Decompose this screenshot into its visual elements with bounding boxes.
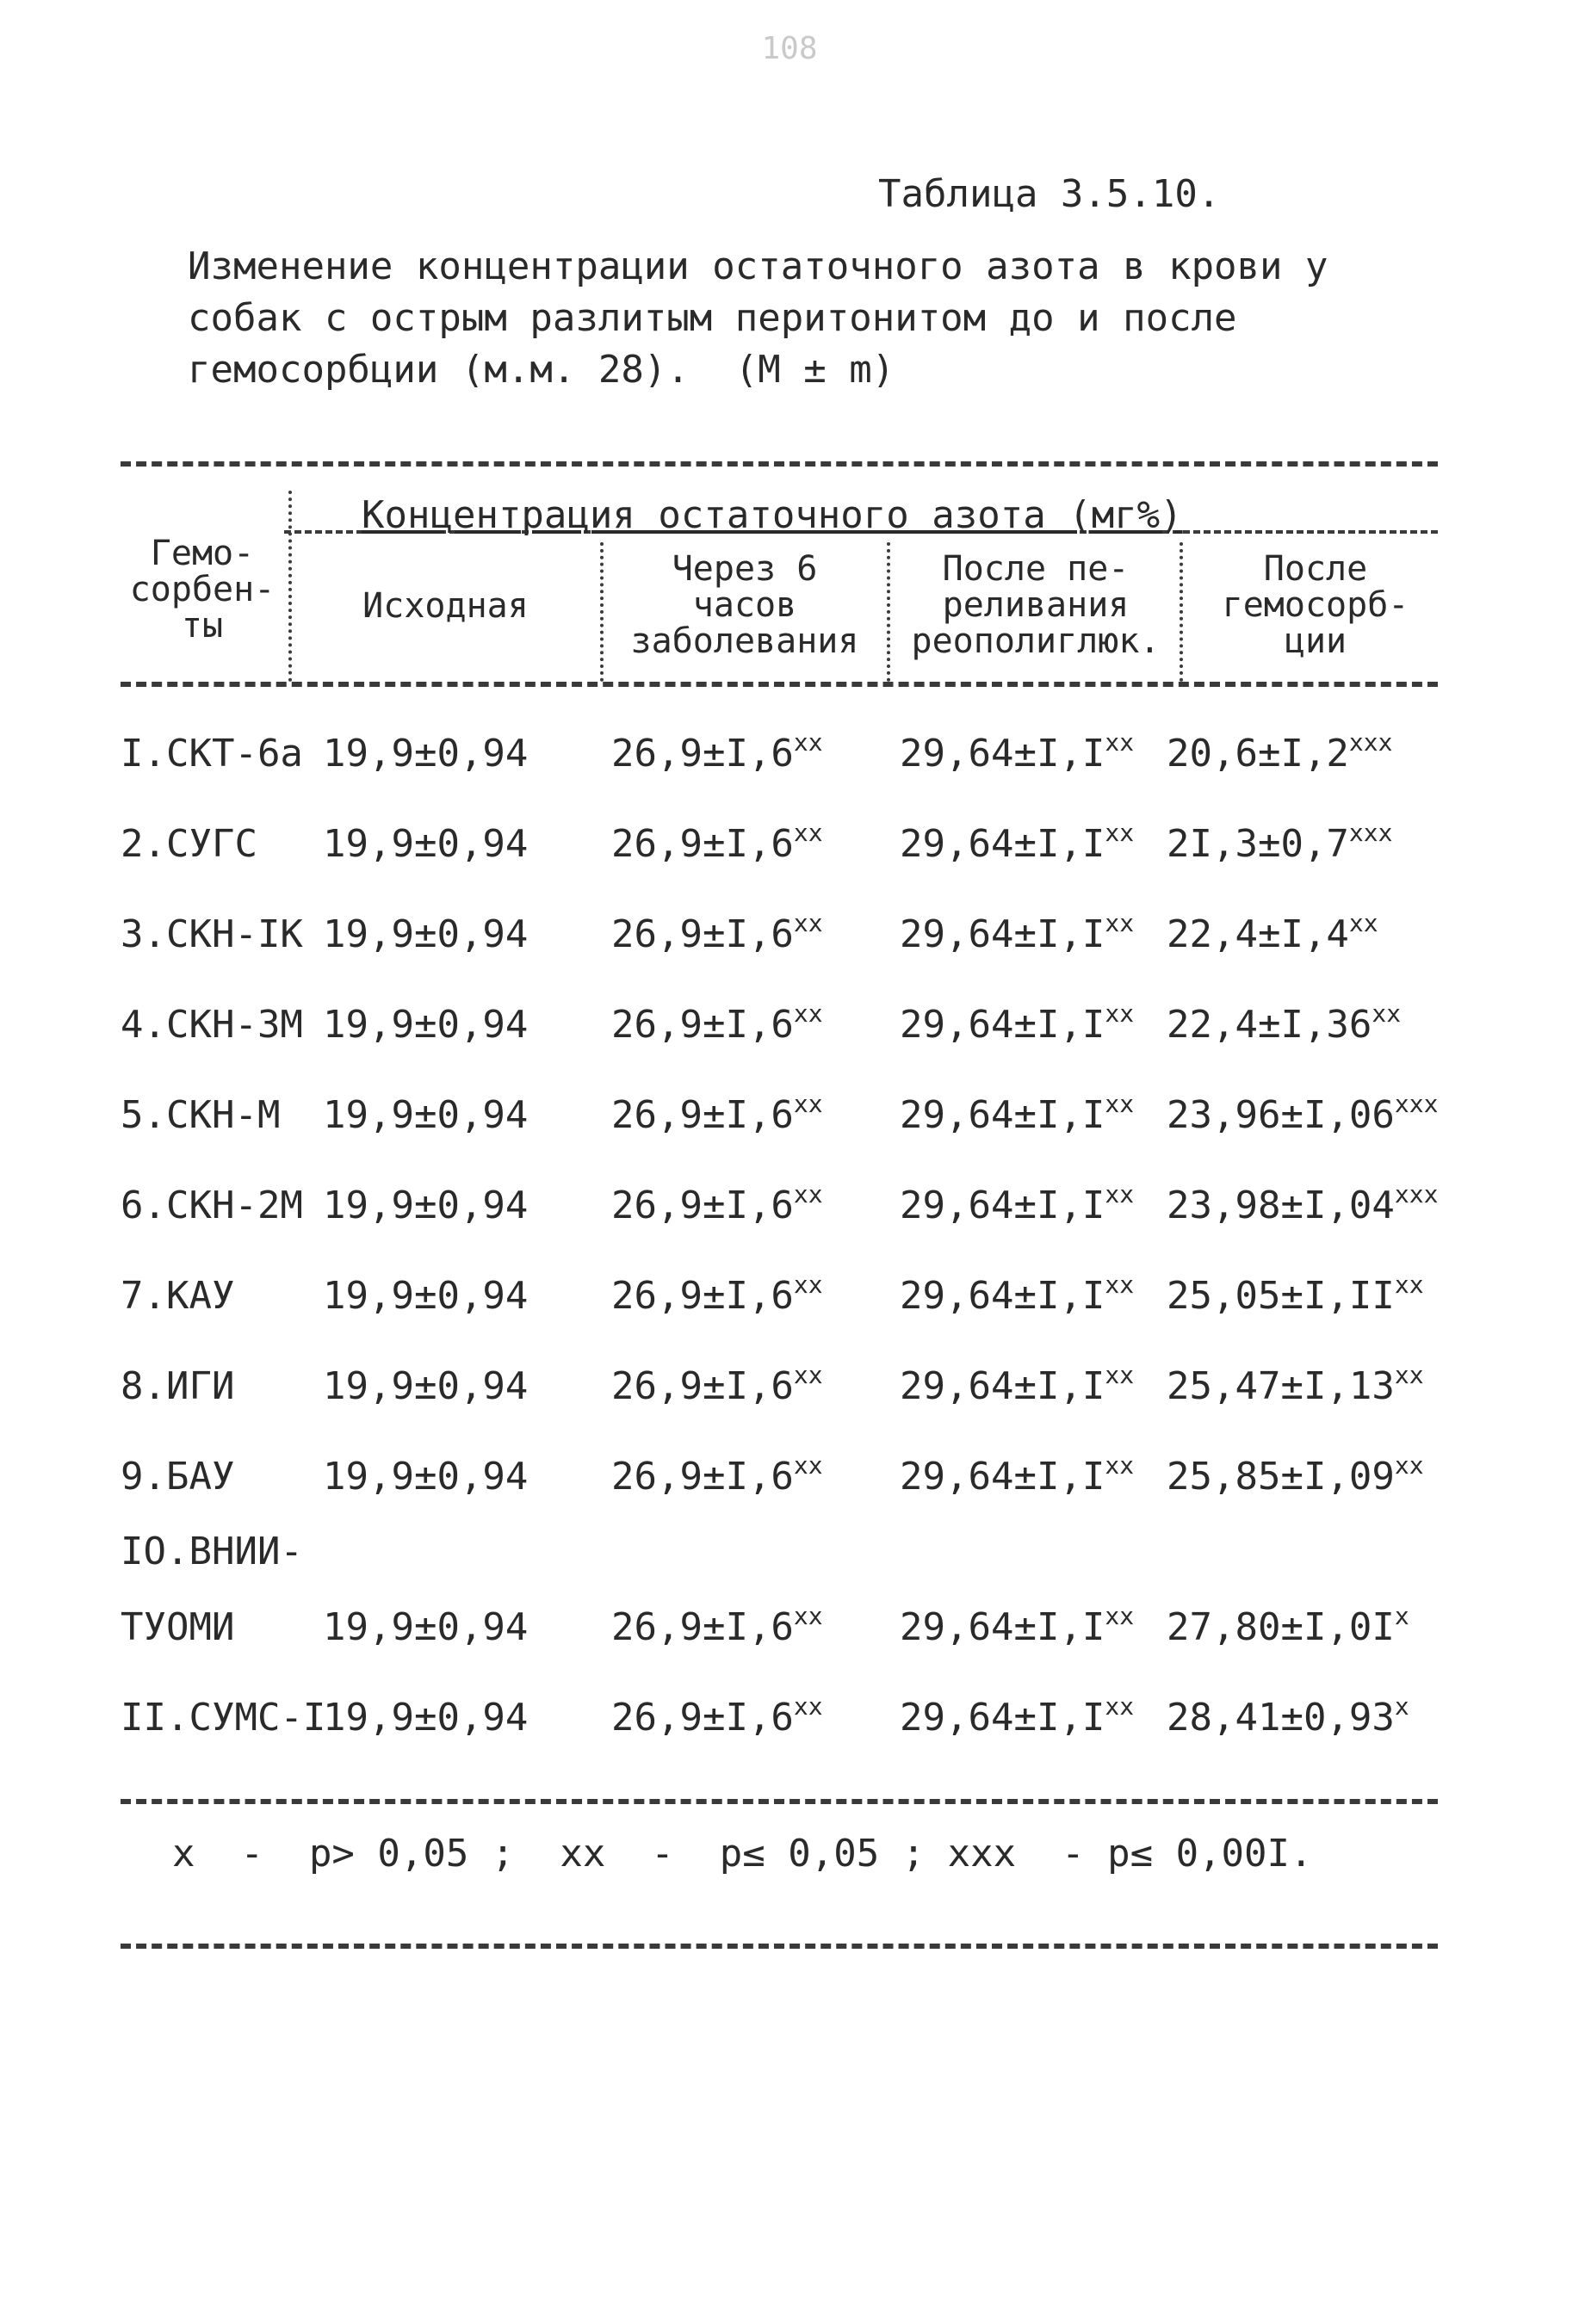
value: 19,9±0,94 xyxy=(323,1274,529,1318)
value-cell xyxy=(611,819,823,866)
significance-mark: xx xyxy=(793,1180,823,1208)
value: 25,05±I,II xyxy=(1167,1274,1395,1318)
value-cell xyxy=(323,822,528,866)
value-cell xyxy=(611,1602,823,1649)
sorbent-name: 2.СУГС xyxy=(121,822,257,866)
value: 20,6±I,2 xyxy=(1167,732,1349,776)
sorbent-name: 4.СКН-3М xyxy=(121,1003,303,1047)
sorbent-name: I.СКТ-6а xyxy=(121,732,303,776)
value-cell xyxy=(900,1180,1135,1227)
value: 26,9±I,6 xyxy=(611,1455,794,1499)
value: 19,9±0,94 xyxy=(323,912,529,956)
significance-mark: xxx xyxy=(1394,1180,1439,1208)
column-separator xyxy=(887,542,890,682)
sorbent-name: 7.КАУ xyxy=(121,1274,235,1318)
value-cell xyxy=(611,1180,823,1227)
value-cell xyxy=(611,728,823,776)
value-cell xyxy=(1167,1361,1424,1408)
value: 23,96±I,06 xyxy=(1167,1093,1395,1137)
significance-mark: xx xyxy=(1105,728,1135,757)
sorbent-name: IO.ВНИИ- xyxy=(121,1530,303,1573)
footnote: x - p> 0,05 ; xx - p≤ 0,05 ; xxx - p≤ 0,00I. xyxy=(172,1832,1313,1876)
value: 19,9±0,94 xyxy=(323,1003,529,1047)
value: 29,64±I,I xyxy=(900,1605,1105,1649)
value: 19,9±0,94 xyxy=(323,1184,529,1227)
significance-mark: xx xyxy=(793,1270,823,1299)
page-number: 108 xyxy=(761,31,818,66)
significance-mark: xx xyxy=(1394,1361,1424,1389)
value: 29,64±I,I xyxy=(900,1364,1105,1408)
value-cell xyxy=(1167,1090,1439,1137)
caption-line: Изменение концентрации остаточного азота в крови у xyxy=(188,244,1328,288)
significance-mark: xx xyxy=(1105,1361,1135,1389)
value-cell xyxy=(611,1270,823,1318)
value-cell xyxy=(323,1455,528,1499)
column-separator xyxy=(288,491,292,682)
value: 19,9±0,94 xyxy=(323,732,529,776)
value: 2I,3±0,7 xyxy=(1167,822,1349,866)
value-cell xyxy=(611,1361,823,1408)
value: 29,64±I,I xyxy=(900,732,1105,776)
table-caption xyxy=(188,241,1393,396)
value-cell xyxy=(323,1696,528,1740)
value: 29,64±I,I xyxy=(900,912,1105,956)
significance-mark: xx xyxy=(1105,1451,1135,1480)
rule-header-bottom xyxy=(121,682,1438,687)
value-cell xyxy=(900,1270,1135,1318)
significance-mark: xx xyxy=(1105,909,1135,937)
significance-mark: xx xyxy=(1105,999,1135,1028)
significance-mark: xx xyxy=(793,1692,823,1721)
header-after-transfusion: После пе- реливания реополиглюк. xyxy=(911,549,1161,661)
value-cell xyxy=(1167,1180,1439,1227)
value: 26,9±I,6 xyxy=(611,1605,794,1649)
sorbent-name: ТУОМИ xyxy=(121,1605,235,1649)
header-after-6h: Через 6 часов заболевания xyxy=(630,549,859,661)
sorbent-name: 6.СКН-2М xyxy=(121,1184,303,1227)
value-cell xyxy=(1167,819,1393,866)
significance-mark: xx xyxy=(1394,1451,1424,1480)
significance-mark: xx xyxy=(1105,819,1135,847)
value: 25,47±I,13 xyxy=(1167,1364,1395,1408)
value: 25,85±I,09 xyxy=(1167,1455,1395,1499)
value-cell xyxy=(1167,909,1378,956)
value-cell xyxy=(323,1274,528,1318)
value: 29,64±I,I xyxy=(900,1274,1105,1318)
header-after-hemosorption: После гемосорб- ции xyxy=(1222,549,1409,661)
value-cell xyxy=(323,1093,528,1137)
significance-mark: xx xyxy=(793,1090,823,1118)
value: 29,64±I,I xyxy=(900,1184,1105,1227)
significance-mark: x xyxy=(1394,1692,1409,1721)
significance-mark: xx xyxy=(1348,909,1378,937)
value-cell xyxy=(900,1692,1135,1740)
caption-line: гемосорбции (м.м. 28). (М ± m) xyxy=(188,348,895,392)
value-cell xyxy=(1167,728,1393,776)
value: 28,41±0,93 xyxy=(1167,1696,1395,1740)
value-cell xyxy=(323,912,528,956)
sorbent-name: 8.ИГИ xyxy=(121,1364,235,1408)
significance-mark: x xyxy=(1394,1602,1409,1630)
significance-mark: xxx xyxy=(1348,728,1393,757)
value: 29,64±I,I xyxy=(900,1455,1105,1499)
rule-top xyxy=(121,461,1438,467)
significance-mark: xx xyxy=(793,1361,823,1389)
value: 19,9±0,94 xyxy=(323,1455,529,1499)
significance-mark: xx xyxy=(1105,1270,1135,1299)
value: 29,64±I,I xyxy=(900,1696,1105,1740)
value-cell xyxy=(1167,1451,1424,1499)
value-cell xyxy=(900,819,1135,866)
column-separator xyxy=(600,542,604,682)
value: 29,64±I,I xyxy=(900,1003,1105,1047)
significance-mark: xxx xyxy=(1348,819,1393,847)
value: 26,9±I,6 xyxy=(611,732,794,776)
value-cell xyxy=(1167,1692,1409,1740)
value-cell xyxy=(611,909,823,956)
value-cell xyxy=(1167,1602,1409,1649)
value-cell xyxy=(611,1451,823,1499)
value-cell xyxy=(323,732,528,776)
value: 26,9±I,6 xyxy=(611,1364,794,1408)
value-cell xyxy=(900,1451,1135,1499)
value-cell xyxy=(611,1692,823,1740)
value-cell xyxy=(900,1361,1135,1408)
value-cell xyxy=(323,1003,528,1047)
value: 23,98±I,04 xyxy=(1167,1184,1395,1227)
caption-line: собак с острым разлитым перитонитом до и после xyxy=(188,296,1237,340)
significance-mark: xx xyxy=(793,909,823,937)
significance-mark: xx xyxy=(1394,1270,1424,1299)
header-sorbents: Гемо- сорбен- ты xyxy=(129,534,276,646)
value: 29,64±I,I xyxy=(900,822,1105,866)
value: 26,9±I,6 xyxy=(611,1696,794,1740)
value: 26,9±I,6 xyxy=(611,1184,794,1227)
significance-mark: xx xyxy=(1105,1692,1135,1721)
rule-page-bottom xyxy=(121,1944,1438,1949)
significance-mark: xx xyxy=(1105,1090,1135,1118)
value-cell xyxy=(611,999,823,1047)
value: 26,9±I,6 xyxy=(611,1274,794,1318)
value: 19,9±0,94 xyxy=(323,1093,529,1137)
value: 22,4±I,4 xyxy=(1167,912,1349,956)
value-cell xyxy=(900,1602,1135,1649)
value: 22,4±I,36 xyxy=(1167,1003,1372,1047)
sorbent-name: 9.БАУ xyxy=(121,1455,235,1499)
value: 19,9±0,94 xyxy=(323,1605,529,1649)
sorbent-name: 3.СКН-IК xyxy=(121,912,303,956)
value: 27,80±I,0I xyxy=(1167,1605,1395,1649)
significance-mark: xxx xyxy=(1394,1090,1439,1118)
value: 26,9±I,6 xyxy=(611,822,794,866)
value: 29,64±I,I xyxy=(900,1093,1105,1137)
table-label: Таблица 3.5.10. xyxy=(878,172,1221,216)
significance-mark: xx xyxy=(793,999,823,1028)
significance-mark: xx xyxy=(793,1602,823,1630)
value: 19,9±0,94 xyxy=(323,822,529,866)
significance-mark: xx xyxy=(1372,999,1402,1028)
value: 19,9±0,94 xyxy=(323,1364,529,1408)
sorbent-name: II.СУМС-I xyxy=(121,1696,326,1740)
significance-mark: xx xyxy=(793,1451,823,1480)
value-cell xyxy=(611,1090,823,1137)
value-cell xyxy=(1167,1270,1424,1318)
header-initial: Исходная xyxy=(362,586,529,626)
value-cell xyxy=(1167,999,1402,1047)
significance-mark: xx xyxy=(1105,1602,1135,1630)
value-cell xyxy=(900,909,1135,956)
significance-mark: xx xyxy=(793,819,823,847)
group-title: Концентрация остаточного азота (мг%) xyxy=(362,493,1183,537)
value-cell xyxy=(323,1364,528,1408)
significance-mark: xx xyxy=(793,728,823,757)
value: 26,9±I,6 xyxy=(611,1093,794,1137)
value: 26,9±I,6 xyxy=(611,1003,794,1047)
sorbent-name: 5.СКН-М xyxy=(121,1093,281,1137)
value: 19,9±0,94 xyxy=(323,1696,529,1740)
value: 26,9±I,6 xyxy=(611,912,794,956)
value-cell xyxy=(900,999,1135,1047)
value-cell xyxy=(900,1090,1135,1137)
significance-mark: xx xyxy=(1105,1180,1135,1208)
value-cell xyxy=(323,1184,528,1227)
value-cell xyxy=(323,1605,528,1649)
rule-table-bottom xyxy=(121,1799,1438,1804)
column-separator xyxy=(1180,542,1183,682)
value-cell xyxy=(900,728,1135,776)
